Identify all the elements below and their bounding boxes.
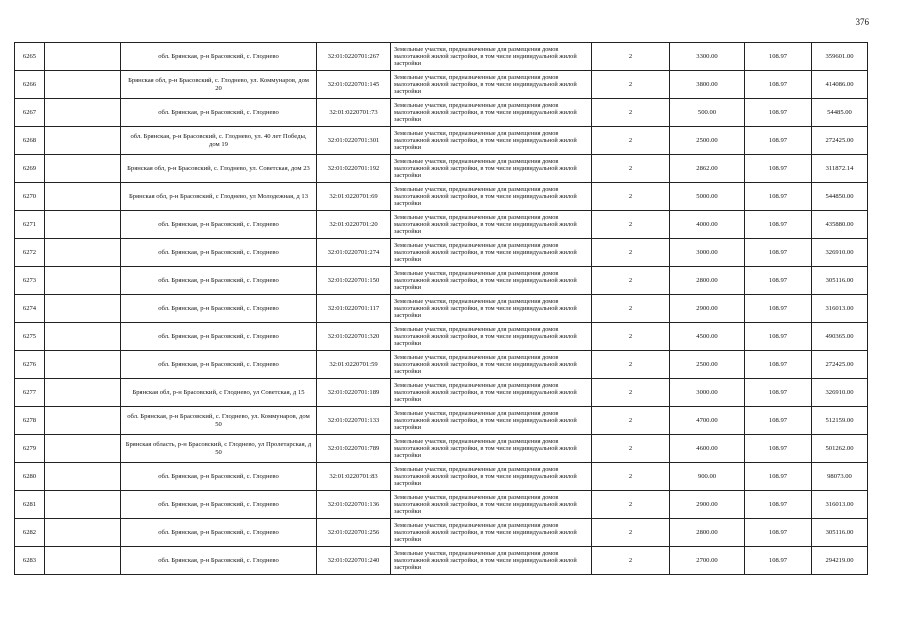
- table-row: [15, 99, 868, 127]
- cadastral-number-cell: 32:01:0220701:136: [317, 491, 391, 519]
- cadastral-value-cell: 316013.00: [812, 491, 868, 519]
- empty-cell: [45, 239, 121, 267]
- area-cell: 2800.00: [670, 267, 745, 295]
- cadastral-number-cell: 32:01:0220701:20: [317, 211, 391, 239]
- land-purpose-cell: Земельные участки, предназначенные для размещения домов малоэтажной жилой застройки, в том числе индивидуальной жилой застройки: [391, 519, 592, 547]
- row-number-cell: 6265: [15, 43, 45, 71]
- row-number-cell: 6274: [15, 295, 45, 323]
- area-cell: 3000.00: [670, 379, 745, 407]
- address-cell: обл. Брянская, р-н Брасовский, с. Глоднево, ул. 40 лет Победы, дом 19: [121, 127, 317, 155]
- cadastral-number-cell: 32:01:0220701:789: [317, 435, 391, 463]
- land-plots-table: [14, 42, 868, 575]
- cadastral-value-cell: 544850.00: [812, 183, 868, 211]
- empty-cell: [45, 519, 121, 547]
- address-cell: обл. Брянская, р-н Брасовский, с. Глоднево: [121, 239, 317, 267]
- rate-cell: 108.97: [745, 127, 812, 155]
- table-row: [15, 491, 868, 519]
- area-cell: 5000.00: [670, 183, 745, 211]
- rate-cell: 108.97: [745, 323, 812, 351]
- land-purpose-cell: Земельные участки, предназначенные для размещения домов малоэтажной жилой застройки, в том числе индивидуальной жилой застройки: [391, 407, 592, 435]
- empty-cell: [45, 71, 121, 99]
- cadastral-value-cell: 272425.00: [812, 351, 868, 379]
- land-purpose-cell: Земельные участки, предназначенные для размещения домов малоэтажной жилой застройки, в том числе индивидуальной жилой застройки: [391, 295, 592, 323]
- cadastral-value-cell: 501262.00: [812, 435, 868, 463]
- table-row: [15, 155, 868, 183]
- category-cell: 2: [592, 211, 670, 239]
- cadastral-number-cell: 32:01:0220701:301: [317, 127, 391, 155]
- land-purpose-cell: Земельные участки, предназначенные для размещения домов малоэтажной жилой застройки, в том числе индивидуальной жилой застройки: [391, 267, 592, 295]
- empty-cell: [45, 323, 121, 351]
- land-purpose-cell: Земельные участки, предназначенные для размещения домов малоэтажной жилой застройки, в том числе индивидуальной жилой застройки: [391, 435, 592, 463]
- row-number-cell: 6273: [15, 267, 45, 295]
- rate-cell: 108.97: [745, 183, 812, 211]
- table-row: [15, 547, 868, 575]
- address-cell: обл. Брянская, р-н Брасовский, с. Глоднево: [121, 463, 317, 491]
- cadastral-number-cell: 32:01:0220701:73: [317, 99, 391, 127]
- row-number-cell: 6272: [15, 239, 45, 267]
- row-number-cell: 6282: [15, 519, 45, 547]
- row-number-cell: 6271: [15, 211, 45, 239]
- category-cell: 2: [592, 295, 670, 323]
- land-purpose-cell: Земельные участки, предназначенные для размещения домов малоэтажной жилой застройки, в том числе индивидуальной жилой застройки: [391, 155, 592, 183]
- rate-cell: 108.97: [745, 435, 812, 463]
- table-row: [15, 435, 868, 463]
- category-cell: 2: [592, 519, 670, 547]
- cadastral-number-cell: 32:01:0220701:145: [317, 71, 391, 99]
- address-cell: Брянская обл, р-н Брасовский, с Глоднево, ул Молодежная, д 13: [121, 183, 317, 211]
- address-cell: обл. Брянская, р-н Брасовский, с. Глоднево: [121, 491, 317, 519]
- cadastral-number-cell: 32:01:0220701:59: [317, 351, 391, 379]
- table-body: [15, 43, 868, 575]
- cadastral-value-cell: 272425.00: [812, 127, 868, 155]
- cadastral-value-cell: 294219.00: [812, 547, 868, 575]
- land-purpose-cell: Земельные участки, предназначенные для размещения домов малоэтажной жилой застройки, в том числе индивидуальной жилой застройки: [391, 99, 592, 127]
- cadastral-value-cell: 54485.00: [812, 99, 868, 127]
- land-purpose-cell: Земельные участки, предназначенные для размещения домов малоэтажной жилой застройки, в том числе индивидуальной жилой застройки: [391, 211, 592, 239]
- rate-cell: 108.97: [745, 491, 812, 519]
- cadastral-value-cell: 435880.00: [812, 211, 868, 239]
- address-cell: обл. Брянская, р-н Брасовский, с. Глоднево: [121, 99, 317, 127]
- table-row: [15, 183, 868, 211]
- address-cell: обл. Брянская, р-н Брасовский, с. Глоднево: [121, 43, 317, 71]
- table-row: [15, 295, 868, 323]
- cadastral-value-cell: 305116.00: [812, 267, 868, 295]
- rate-cell: 108.97: [745, 155, 812, 183]
- empty-cell: [45, 379, 121, 407]
- address-cell: обл. Брянская, р-н Брасовский, с. Глоднево: [121, 351, 317, 379]
- table-row: [15, 239, 868, 267]
- rate-cell: 108.97: [745, 267, 812, 295]
- row-number-cell: 6276: [15, 351, 45, 379]
- cadastral-number-cell: 32:01:0220701:83: [317, 463, 391, 491]
- cadastral-value-cell: 305116.00: [812, 519, 868, 547]
- rate-cell: 108.97: [745, 211, 812, 239]
- cadastral-number-cell: 32:01:0220701:133: [317, 407, 391, 435]
- land-purpose-cell: Земельные участки, предназначенные для размещения домов малоэтажной жилой застройки, в том числе индивидуальной жилой застройки: [391, 239, 592, 267]
- area-cell: 2700.00: [670, 547, 745, 575]
- address-cell: Брянская обл, р-н Брасовский, с. Глоднево, ул. Коммунаров, дом 20: [121, 71, 317, 99]
- category-cell: 2: [592, 463, 670, 491]
- empty-cell: [45, 211, 121, 239]
- category-cell: 2: [592, 183, 670, 211]
- land-purpose-cell: Земельные участки, предназначенные для размещения домов малоэтажной жилой застройки, в том числе индивидуальной жилой застройки: [391, 463, 592, 491]
- row-number-cell: 6266: [15, 71, 45, 99]
- category-cell: 2: [592, 547, 670, 575]
- cadastral-value-cell: 326910.00: [812, 239, 868, 267]
- empty-cell: [45, 547, 121, 575]
- table-row: [15, 211, 868, 239]
- category-cell: 2: [592, 267, 670, 295]
- land-purpose-cell: Земельные участки, предназначенные для размещения домов малоэтажной жилой застройки, в том числе индивидуальной жилой застройки: [391, 491, 592, 519]
- cadastral-value-cell: 98073.00: [812, 463, 868, 491]
- land-purpose-cell: Земельные участки, предназначенные для размещения домов малоэтажной жилой застройки, в том числе индивидуальной жилой застройки: [391, 71, 592, 99]
- cadastral-number-cell: 32:01:0220701:320: [317, 323, 391, 351]
- category-cell: 2: [592, 323, 670, 351]
- row-number-cell: 6281: [15, 491, 45, 519]
- empty-cell: [45, 491, 121, 519]
- cadastral-value-cell: 326910.00: [812, 379, 868, 407]
- cadastral-number-cell: 32:01:0220701:274: [317, 239, 391, 267]
- cadastral-value-cell: 359601.00: [812, 43, 868, 71]
- table-row: [15, 71, 868, 99]
- cadastral-value-cell: 490365.00: [812, 323, 868, 351]
- area-cell: 4700.00: [670, 407, 745, 435]
- cadastral-number-cell: 32:01:0220701:189: [317, 379, 391, 407]
- rate-cell: 108.97: [745, 379, 812, 407]
- row-number-cell: 6277: [15, 379, 45, 407]
- rate-cell: 108.97: [745, 43, 812, 71]
- table-row: [15, 463, 868, 491]
- empty-cell: [45, 435, 121, 463]
- category-cell: 2: [592, 379, 670, 407]
- empty-cell: [45, 463, 121, 491]
- category-cell: 2: [592, 43, 670, 71]
- category-cell: 2: [592, 155, 670, 183]
- row-number-cell: 6269: [15, 155, 45, 183]
- area-cell: 2900.00: [670, 295, 745, 323]
- category-cell: 2: [592, 239, 670, 267]
- page-number: 376: [855, 17, 869, 27]
- row-number-cell: 6267: [15, 99, 45, 127]
- category-cell: 2: [592, 351, 670, 379]
- empty-cell: [45, 43, 121, 71]
- cadastral-value-cell: 311872.14: [812, 155, 868, 183]
- table-row: [15, 519, 868, 547]
- row-number-cell: 6279: [15, 435, 45, 463]
- area-cell: 2500.00: [670, 127, 745, 155]
- address-cell: обл. Брянская, р-н Брасовский, с. Глоднево, ул. Коммунаров, дом 50: [121, 407, 317, 435]
- area-cell: 2500.00: [670, 351, 745, 379]
- cadastral-value-cell: 512159.00: [812, 407, 868, 435]
- rate-cell: 108.97: [745, 547, 812, 575]
- area-cell: 4600.00: [670, 435, 745, 463]
- land-purpose-cell: Земельные участки, предназначенные для размещения домов малоэтажной жилой застройки, в том числе индивидуальной жилой застройки: [391, 183, 592, 211]
- land-purpose-cell: Земельные участки, предназначенные для размещения домов малоэтажной жилой застройки, в том числе индивидуальной жилой застройки: [391, 379, 592, 407]
- category-cell: 2: [592, 435, 670, 463]
- address-cell: Брянская обл, р-н Брасовский, с. Глоднево, ул. Советская, дом 23: [121, 155, 317, 183]
- rate-cell: 108.97: [745, 519, 812, 547]
- empty-cell: [45, 99, 121, 127]
- address-cell: обл. Брянская, р-н Брасовский, с. Глоднево: [121, 323, 317, 351]
- area-cell: 2900.00: [670, 491, 745, 519]
- land-purpose-cell: Земельные участки, предназначенные для размещения домов малоэтажной жилой застройки, в том числе индивидуальной жилой застройки: [391, 323, 592, 351]
- area-cell: 3300.00: [670, 43, 745, 71]
- category-cell: 2: [592, 491, 670, 519]
- row-number-cell: 6268: [15, 127, 45, 155]
- cadastral-number-cell: 32:01:0220701:192: [317, 155, 391, 183]
- empty-cell: [45, 127, 121, 155]
- table-row: [15, 323, 868, 351]
- category-cell: 2: [592, 407, 670, 435]
- rate-cell: 108.97: [745, 295, 812, 323]
- address-cell: обл. Брянская, р-н Брасовский, с. Глоднево: [121, 547, 317, 575]
- address-cell: Брянская область, р-н Брасовский, с Глоднево, ул Пролетарская, д 50: [121, 435, 317, 463]
- area-cell: 2862.00: [670, 155, 745, 183]
- category-cell: 2: [592, 99, 670, 127]
- row-number-cell: 6283: [15, 547, 45, 575]
- row-number-cell: 6275: [15, 323, 45, 351]
- cadastral-number-cell: 32:01:0220701:256: [317, 519, 391, 547]
- area-cell: 3000.00: [670, 239, 745, 267]
- cadastral-number-cell: 32:01:0220701:117: [317, 295, 391, 323]
- empty-cell: [45, 295, 121, 323]
- row-number-cell: 6280: [15, 463, 45, 491]
- land-purpose-cell: Земельные участки, предназначенные для размещения домов малоэтажной жилой застройки, в том числе индивидуальной жилой застройки: [391, 547, 592, 575]
- address-cell: обл. Брянская, р-н Брасовский, с. Глоднево: [121, 211, 317, 239]
- empty-cell: [45, 267, 121, 295]
- empty-cell: [45, 155, 121, 183]
- area-cell: 4500.00: [670, 323, 745, 351]
- table-row: [15, 379, 868, 407]
- rate-cell: 108.97: [745, 71, 812, 99]
- table-row: [15, 351, 868, 379]
- address-cell: обл. Брянская, р-н Брасовский, с. Глоднево: [121, 295, 317, 323]
- cadastral-number-cell: 32:01:0220701:69: [317, 183, 391, 211]
- empty-cell: [45, 351, 121, 379]
- area-cell: 500.00: [670, 99, 745, 127]
- address-cell: Брянская обл, р-н Брасовский, с Глоднево, ул Советская, д 15: [121, 379, 317, 407]
- address-cell: обл. Брянская, р-н Брасовский, с. Глоднево: [121, 267, 317, 295]
- land-purpose-cell: Земельные участки, предназначенные для размещения домов малоэтажной жилой застройки, в том числе индивидуальной жилой застройки: [391, 351, 592, 379]
- area-cell: 900.00: [670, 463, 745, 491]
- cadastral-number-cell: 32:01:0220701:267: [317, 43, 391, 71]
- address-cell: обл. Брянская, р-н Брасовский, с. Глоднево: [121, 519, 317, 547]
- category-cell: 2: [592, 127, 670, 155]
- rate-cell: 108.97: [745, 463, 812, 491]
- rate-cell: 108.97: [745, 407, 812, 435]
- area-cell: 2800.00: [670, 519, 745, 547]
- empty-cell: [45, 183, 121, 211]
- cadastral-value-cell: 316013.00: [812, 295, 868, 323]
- cadastral-number-cell: 32:01:0220701:240: [317, 547, 391, 575]
- area-cell: 3800.00: [670, 71, 745, 99]
- cadastral-value-cell: 414086.00: [812, 71, 868, 99]
- empty-cell: [45, 407, 121, 435]
- rate-cell: 108.97: [745, 99, 812, 127]
- row-number-cell: 6278: [15, 407, 45, 435]
- land-purpose-cell: Земельные участки, предназначенные для размещения домов малоэтажной жилой застройки, в том числе индивидуальной жилой застройки: [391, 127, 592, 155]
- cadastral-number-cell: 32:01:0220701:150: [317, 267, 391, 295]
- table-row: [15, 407, 868, 435]
- rate-cell: 108.97: [745, 351, 812, 379]
- table-row: [15, 267, 868, 295]
- table-row: [15, 127, 868, 155]
- rate-cell: 108.97: [745, 239, 812, 267]
- land-purpose-cell: Земельные участки, предназначенные для размещения домов малоэтажной жилой застройки, в том числе индивидуальной жилой застройки: [391, 43, 592, 71]
- row-number-cell: 6270: [15, 183, 45, 211]
- area-cell: 4000.00: [670, 211, 745, 239]
- table-row: [15, 43, 868, 71]
- category-cell: 2: [592, 71, 670, 99]
